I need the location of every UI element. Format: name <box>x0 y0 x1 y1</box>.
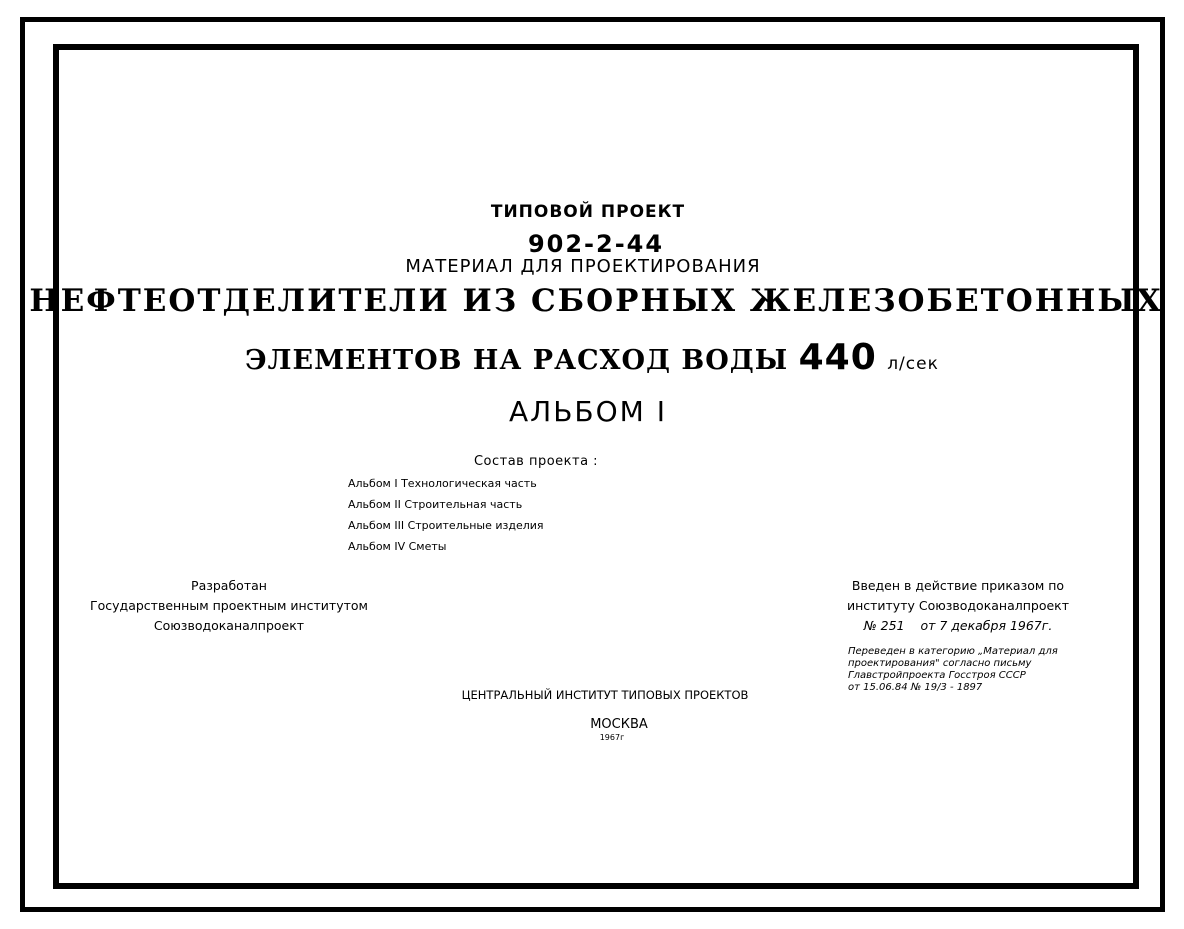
enactment-block <box>798 576 1118 636</box>
enactment-order-line <box>798 616 1118 636</box>
order-number: № 251 <box>863 618 905 633</box>
sheet-number: 902-2-44 <box>527 230 665 258</box>
developer-block <box>69 576 389 636</box>
developer-line: Государственным проектным институтом <box>90 598 368 613</box>
composition-item: Альбом IV Сметы <box>348 540 447 553</box>
composition-list <box>348 473 544 557</box>
composition-item: Альбом II Строительная часть <box>348 498 523 511</box>
note-line: Главстройпроекта Госстроя СССР <box>848 670 1026 681</box>
flow-unit: л/сек <box>887 354 939 374</box>
album-title: АЛЬБОМ I <box>509 395 667 428</box>
enactment-line: Введен в действие приказом по <box>851 578 1065 593</box>
sheet-kind: ТИПОВОЙ ПРОЕКТ <box>490 202 686 222</box>
composition-item: Альбом III Строительные изделия <box>348 519 544 532</box>
composition-item: Альбом I Технологическая часть <box>348 477 537 490</box>
enactment-line: институту Союзводоканалпроект <box>846 598 1070 613</box>
note-line: проектирования" согласно письму <box>848 658 1032 669</box>
title-line-2 <box>245 337 939 378</box>
developer-line: Разработан <box>191 578 267 593</box>
note-line: от 15.06.84 № 19/3 - 1897 <box>848 682 983 693</box>
publisher: ЦЕНТРАЛЬНЫЙ ИНСТИТУТ ТИПОВЫХ ПРОЕКТОВ <box>461 688 749 702</box>
composition-heading: Состав проекта : <box>473 454 599 469</box>
title-line-1: НЕФТЕОТДЕЛИТЕЛИ ИЗ СБОРНЫХ ЖЕЛЕЗОБЕТОННЫХ <box>29 283 1163 319</box>
flow-value: 440 <box>798 337 877 378</box>
year: 1967г <box>599 733 625 742</box>
order-date: от 7 декабря 1967г. <box>920 618 1053 633</box>
note-line: Переведен в категорию „Материал для <box>848 646 1058 657</box>
material-label: МАТЕРИАЛ ДЛЯ ПРОЕКТИРОВАНИЯ <box>405 256 761 277</box>
title-line-2-text: ЭЛЕМЕНТОВ НА РАСХОД ВОДЫ <box>245 345 789 376</box>
developer-line: Союзводоканалпроект <box>153 618 305 633</box>
city: МОСКВА <box>590 717 648 732</box>
category-note <box>848 646 1088 694</box>
